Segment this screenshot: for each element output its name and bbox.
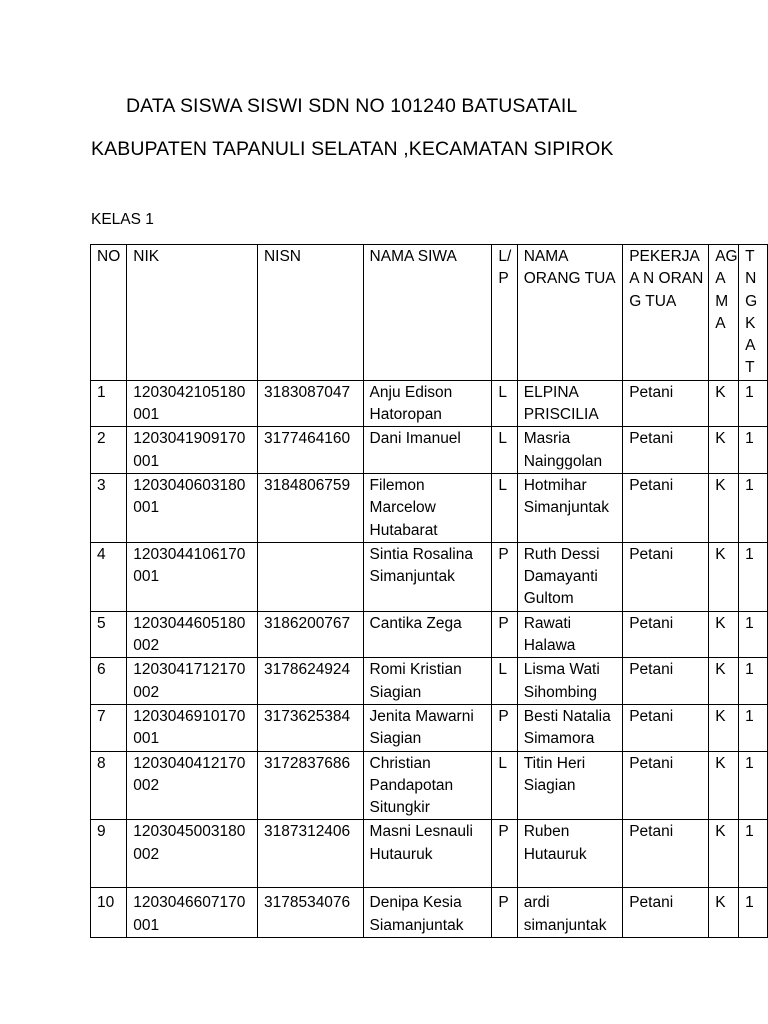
- cell-nik: 1203042105180 001: [127, 380, 258, 427]
- document-subtitle: KABUPATEN TAPANULI SELATAN ,KECAMATAN SIPIROK: [91, 138, 614, 160]
- cell-nama-siswa: Cantika Zega: [363, 611, 492, 658]
- cell-no: 4: [91, 542, 127, 611]
- table-row: [91, 820, 768, 888]
- cell-pekerjaan: Petani: [623, 380, 709, 427]
- table-row: [91, 888, 768, 938]
- cell-lp: L: [492, 473, 517, 542]
- cell-nama-siswa: Filemon Marcelow Hutabarat: [363, 473, 492, 542]
- cell-nama-orang-tua: Lisma Wati Sihombing: [517, 658, 622, 705]
- cell-pekerjaan: Petani: [623, 751, 709, 820]
- student-table: [90, 244, 768, 938]
- header-nisn: NISN: [257, 245, 363, 381]
- cell-no: 9: [91, 820, 127, 888]
- cell-nama-orang-tua: Titin Heri Siagian: [517, 751, 622, 820]
- cell-agama: K: [709, 427, 739, 474]
- cell-nama-orang-tua: ardi simanjuntak: [517, 888, 622, 938]
- cell-pekerjaan: Petani: [623, 473, 709, 542]
- cell-nik: 1203045003180 002: [127, 820, 258, 888]
- cell-nama-siswa: Masni Lesnauli Hutauruk: [363, 820, 492, 888]
- cell-extra: 1: [739, 820, 768, 888]
- header-lp: L/ P: [492, 245, 517, 381]
- table-body: [91, 380, 768, 937]
- cell-extra: 1: [739, 380, 768, 427]
- cell-no: 1: [91, 380, 127, 427]
- table-row: [91, 473, 768, 542]
- cell-extra: 1: [739, 473, 768, 542]
- cell-pekerjaan: Petani: [623, 658, 709, 705]
- cell-nik: 1203046910170 001: [127, 704, 258, 751]
- cell-nama-orang-tua: Ruth Dessi Damayanti Gultom: [517, 542, 622, 611]
- cell-nama-siswa: Anju Edison Hatoropan: [363, 380, 492, 427]
- cell-nama-siswa: Denipa Kesia Siamanjuntak: [363, 888, 492, 938]
- cell-nik: 1203040412170 002: [127, 751, 258, 820]
- cell-lp: L: [492, 751, 517, 820]
- cell-no: 2: [91, 427, 127, 474]
- cell-pekerjaan: Petani: [623, 820, 709, 888]
- document-title: DATA SISWA SISWI SDN NO 101240 BATUSATAIL: [126, 95, 578, 117]
- cell-extra: 1: [739, 427, 768, 474]
- cell-nisn: 3184806759: [257, 473, 363, 542]
- cell-agama: K: [709, 658, 739, 705]
- cell-agama: K: [709, 611, 739, 658]
- table-row: [91, 542, 768, 611]
- cell-pekerjaan: Petani: [623, 704, 709, 751]
- cell-nisn: 3178534076: [257, 888, 363, 938]
- cell-nama-orang-tua: Hotmihar Simanjuntak: [517, 473, 622, 542]
- table-row: [91, 704, 768, 751]
- table-row: [91, 611, 768, 658]
- cell-nama-orang-tua: Ruben Hutauruk: [517, 820, 622, 888]
- table-row: [91, 427, 768, 474]
- cell-no: 6: [91, 658, 127, 705]
- cell-agama: K: [709, 820, 739, 888]
- cell-extra: 1: [739, 704, 768, 751]
- cell-nisn: 3172837686: [257, 751, 363, 820]
- cell-no: 3: [91, 473, 127, 542]
- cell-agama: K: [709, 542, 739, 611]
- cell-lp: P: [492, 820, 517, 888]
- cell-pekerjaan: Petani: [623, 542, 709, 611]
- cell-lp: P: [492, 611, 517, 658]
- cell-pekerjaan: Petani: [623, 427, 709, 474]
- cell-nik: 1203041909170 001: [127, 427, 258, 474]
- cell-no: 8: [91, 751, 127, 820]
- cell-lp: P: [492, 704, 517, 751]
- cell-nik: 1203041712170 002: [127, 658, 258, 705]
- cell-nik: 1203046607170 001: [127, 888, 258, 938]
- cell-nama-siswa: Jenita Mawarni Siagian: [363, 704, 492, 751]
- cell-lp: L: [492, 380, 517, 427]
- cell-nama-siswa: Dani Imanuel: [363, 427, 492, 474]
- cell-lp: L: [492, 427, 517, 474]
- header-agama: AG A M A: [709, 245, 739, 381]
- cell-nisn: 3187312406: [257, 820, 363, 888]
- table-row: [91, 751, 768, 820]
- cell-nama-siswa: Christian Pandapotan Situngkir: [363, 751, 492, 820]
- header-nik: NIK: [127, 245, 258, 381]
- cell-pekerjaan: Petani: [623, 611, 709, 658]
- cell-lp: P: [492, 888, 517, 938]
- cell-nama-orang-tua: Besti Natalia Simamora: [517, 704, 622, 751]
- cell-nisn: 3186200767: [257, 611, 363, 658]
- cell-nama-orang-tua: ELPINA PRISCILIA: [517, 380, 622, 427]
- cell-extra: 1: [739, 751, 768, 820]
- cell-no: 7: [91, 704, 127, 751]
- cell-agama: K: [709, 380, 739, 427]
- class-label: KELAS 1: [91, 211, 154, 228]
- header-pekerjaan: PEKERJAA N ORANG TUA: [623, 245, 709, 381]
- cell-pekerjaan: Petani: [623, 888, 709, 938]
- cell-nisn: 3178624924: [257, 658, 363, 705]
- table-header-row: [91, 245, 768, 381]
- cell-nama-siswa: Romi Kristian Siagian: [363, 658, 492, 705]
- cell-nama-siswa: Sintia Rosalina Simanjuntak: [363, 542, 492, 611]
- cell-lp: P: [492, 542, 517, 611]
- header-no: NO: [91, 245, 127, 381]
- cell-nik: 1203040603180 001: [127, 473, 258, 542]
- cell-nama-orang-tua: Rawati Halawa: [517, 611, 622, 658]
- table-row: [91, 658, 768, 705]
- cell-nik: 1203044106170 001: [127, 542, 258, 611]
- header-nama-orang-tua: NAMA ORANG TUA: [517, 245, 622, 381]
- cell-nisn: 3173625384: [257, 704, 363, 751]
- cell-agama: K: [709, 751, 739, 820]
- table-row: [91, 380, 768, 427]
- cell-extra: 1: [739, 888, 768, 938]
- cell-no: 10: [91, 888, 127, 938]
- cell-nisn: 3177464160: [257, 427, 363, 474]
- cell-extra: 1: [739, 611, 768, 658]
- header-tanggal: T N G K A T: [739, 245, 768, 381]
- cell-agama: K: [709, 473, 739, 542]
- cell-nik: 1203044605180 002: [127, 611, 258, 658]
- header-nama-siswa: NAMA SIWA: [363, 245, 492, 381]
- cell-no: 5: [91, 611, 127, 658]
- cell-nisn: 3183087047: [257, 380, 363, 427]
- cell-lp: L: [492, 658, 517, 705]
- cell-extra: 1: [739, 542, 768, 611]
- cell-agama: K: [709, 704, 739, 751]
- cell-agama: K: [709, 888, 739, 938]
- cell-extra: 1: [739, 658, 768, 705]
- cell-nisn: [257, 542, 363, 611]
- cell-nama-orang-tua: Masria Nainggolan: [517, 427, 622, 474]
